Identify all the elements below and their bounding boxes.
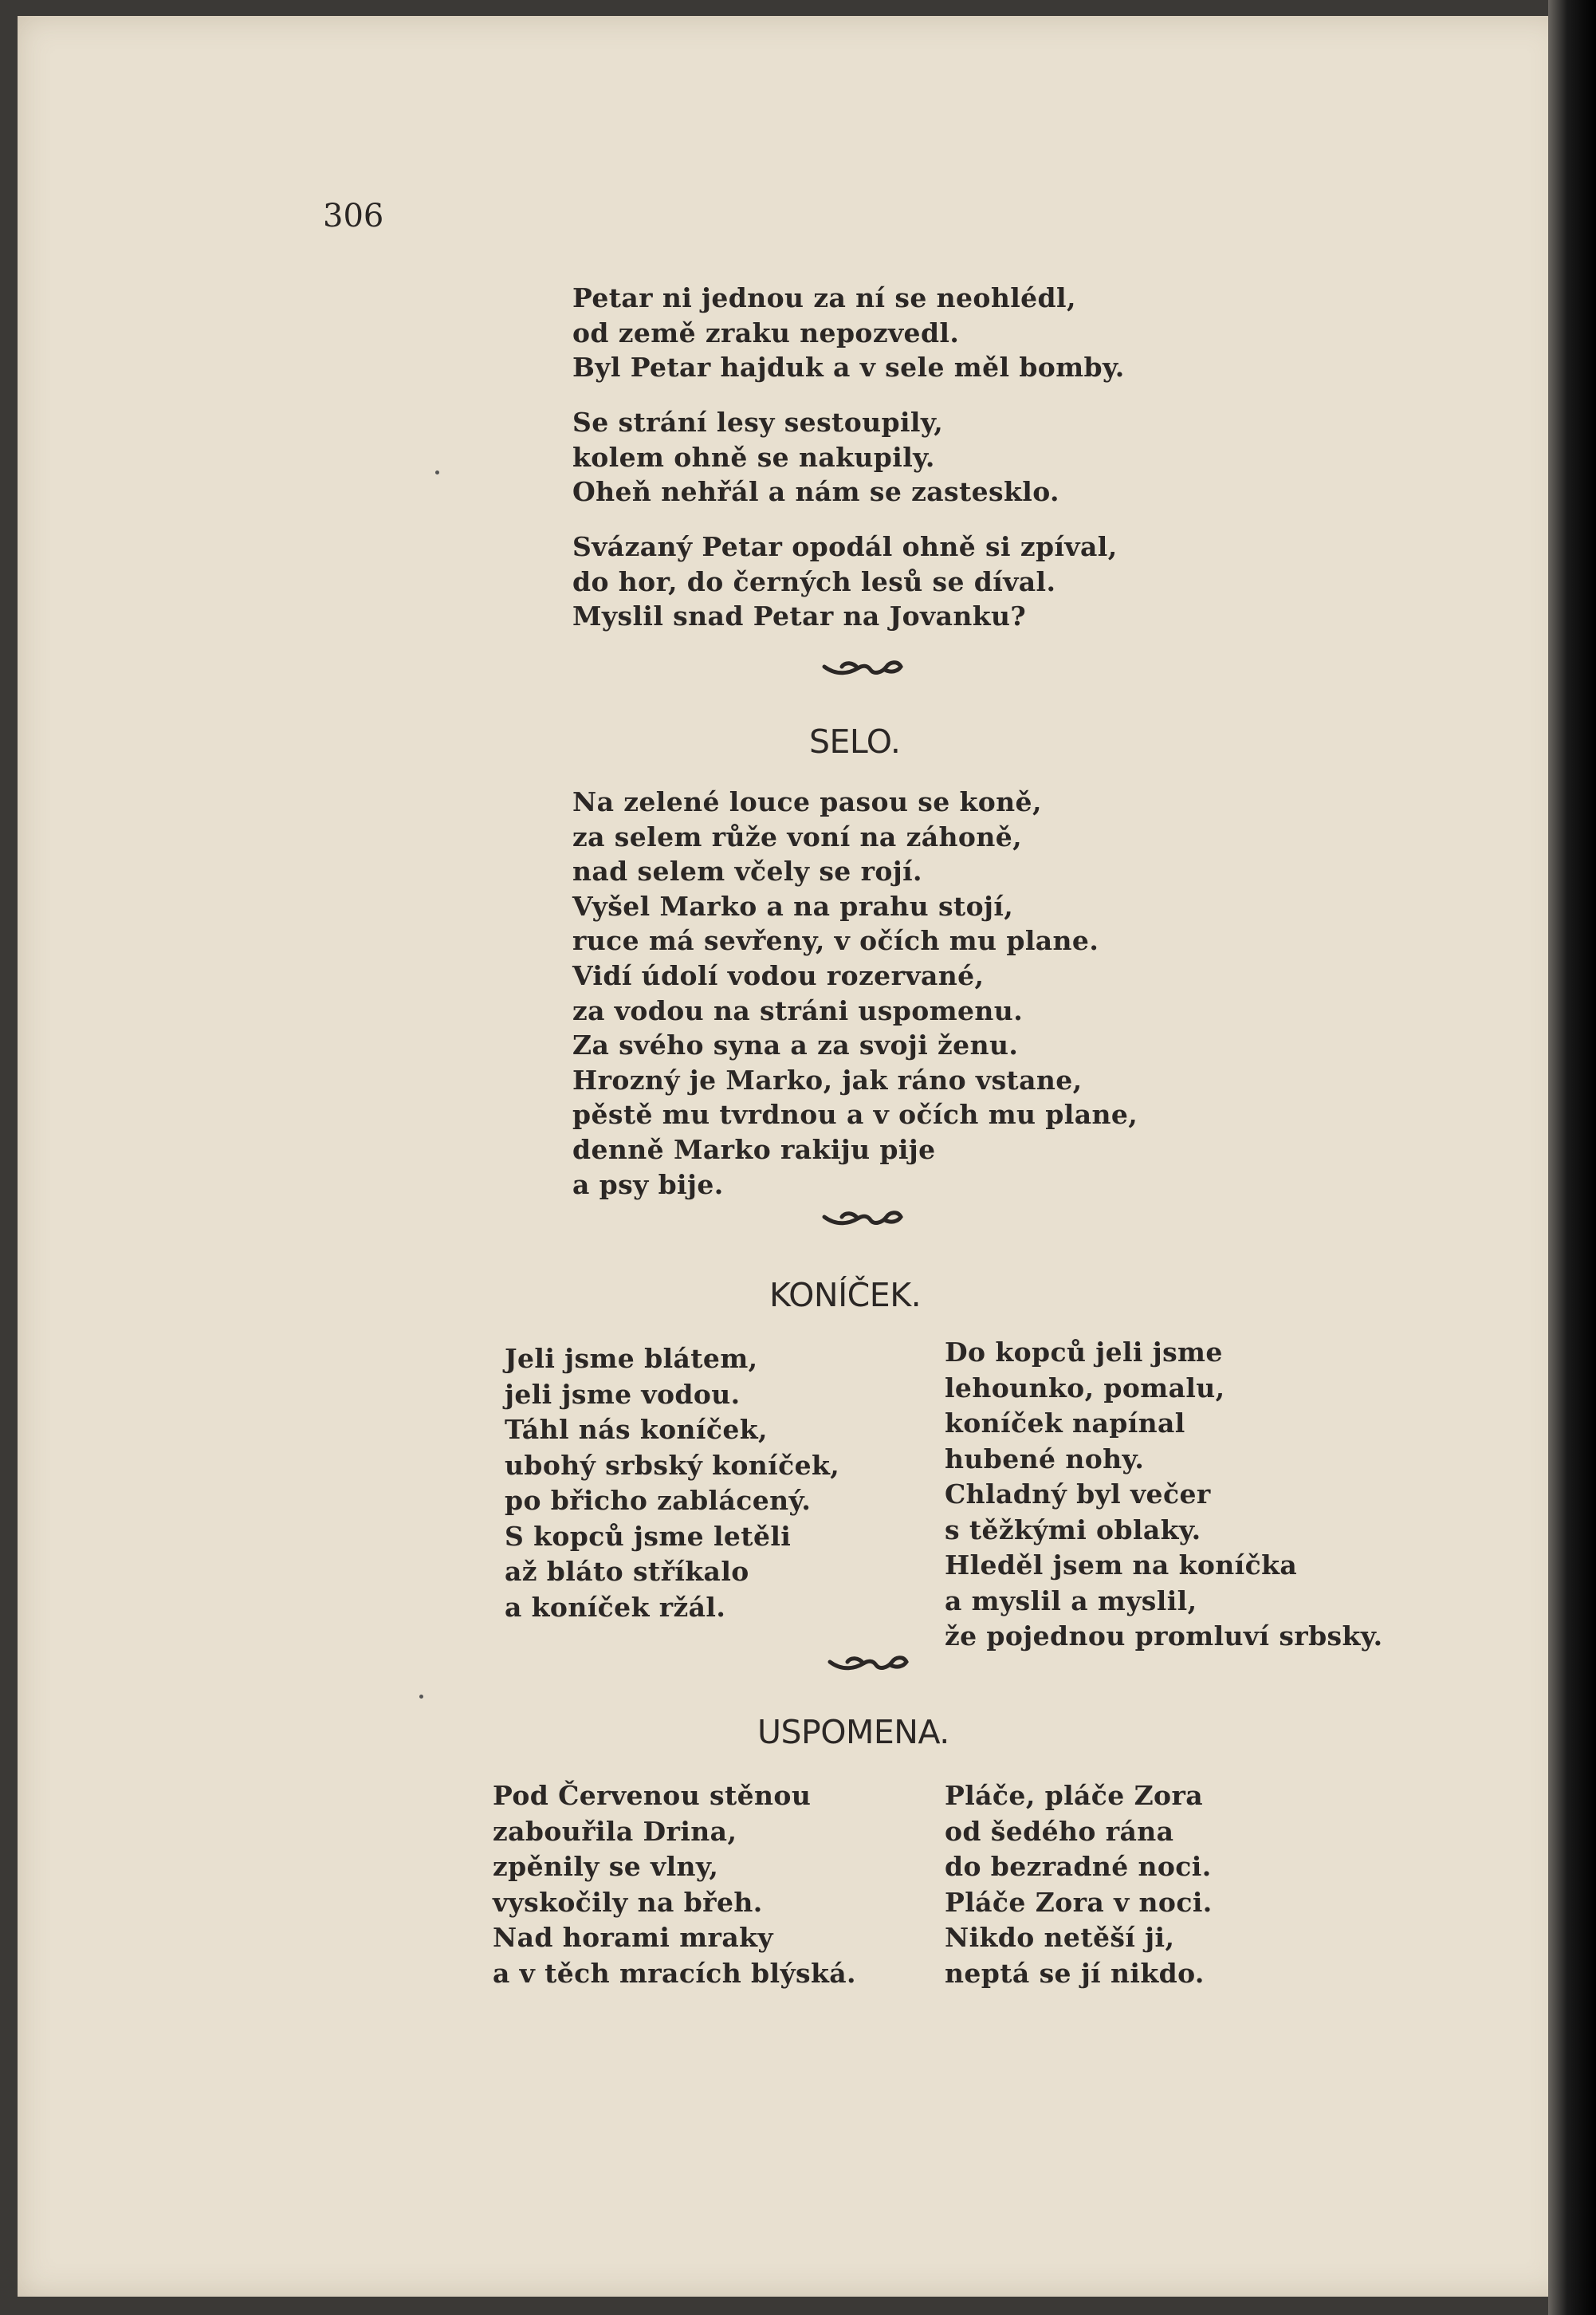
poem-line: do hor, do černých lesů se díval. bbox=[572, 565, 1056, 597]
poem-line: Táhl nás koníček, bbox=[505, 1414, 768, 1445]
ornament-divider bbox=[827, 1651, 914, 1675]
poem-line: Myslil snad Petar na Jovanku? bbox=[572, 600, 1027, 632]
poem-line: a koníček ržál. bbox=[505, 1591, 726, 1623]
poem-line: Se strání lesy sestoupily, bbox=[572, 407, 944, 438]
poem-line: vyskočily na břeh. bbox=[493, 1886, 763, 1918]
poem-line: Vidí údolí vodou rozervané, bbox=[572, 959, 985, 991]
poem-uspomena-right bbox=[945, 1778, 1213, 1991]
poem-line: za selem růže voní na záhoně, bbox=[572, 821, 1022, 852]
poem-line: Za svého syna a za svoji ženu. bbox=[572, 1030, 1019, 1061]
book-spine bbox=[1548, 0, 1596, 2315]
poem-title-selo: SELO. bbox=[809, 722, 901, 761]
poem-line: zpěnily se vlny, bbox=[493, 1851, 719, 1882]
poem-line: a psy bije. bbox=[572, 1168, 724, 1200]
poem-line: Nikdo netěší ji, bbox=[945, 1922, 1175, 1953]
poem-line: Nad horami mraky bbox=[493, 1922, 773, 1953]
poem-line: nad selem včely se rojí. bbox=[572, 856, 922, 888]
poem-line: ubohý srbský koníček, bbox=[505, 1449, 840, 1481]
poem-line: že pojednou promluví srbsky. bbox=[945, 1620, 1383, 1652]
poem-line: po břicho zablácený. bbox=[505, 1485, 812, 1516]
poem-line: kolem ohně se nakupily. bbox=[572, 441, 935, 473]
poem-line: Oheň nehřál a nám se zastesklo. bbox=[572, 476, 1059, 508]
ornament-divider bbox=[821, 656, 909, 679]
poem-line: Petar ni jednou za ní se neohlédl, bbox=[572, 282, 1076, 313]
poem-line: Vyšel Marko a na prahu stojí, bbox=[572, 890, 1014, 922]
poem-line: denně Marko rakiju pije bbox=[572, 1133, 936, 1165]
poem-line: Svázaný Petar opodál ohně si zpíval, bbox=[572, 531, 1118, 562]
poem-line: Do kopců jeli jsme bbox=[945, 1337, 1223, 1368]
poem-konicek-right bbox=[945, 1335, 1382, 1655]
poem-line: ruce má sevřeny, v očích mu plane. bbox=[572, 925, 1099, 957]
poem-selo bbox=[572, 785, 1138, 1202]
poem-title-uspomena: USPOMENA. bbox=[757, 1713, 949, 1751]
poem-uspomena-left bbox=[493, 1778, 856, 1991]
poem-line: pěstě mu tvrdnou a v očích mu plane, bbox=[572, 1099, 1138, 1131]
poem-line: lehounko, pomalu, bbox=[945, 1372, 1225, 1404]
intro-stanza-1 bbox=[572, 281, 1125, 385]
poem-line: S kopců jsme letěli bbox=[505, 1520, 792, 1552]
poem-line: Pod Červenou stěnou bbox=[493, 1780, 812, 1811]
poem-line: jeli jsme vodou. bbox=[505, 1378, 741, 1410]
poem-line: a myslil a myslil, bbox=[945, 1585, 1197, 1616]
poem-konicek-left bbox=[505, 1341, 839, 1625]
poem-line: hubené nohy. bbox=[945, 1443, 1145, 1474]
intro-stanza-3 bbox=[572, 530, 1118, 634]
poem-line: neptá se jí nikdo. bbox=[945, 1957, 1205, 1989]
poem-line: Pláče Zora v noci. bbox=[945, 1886, 1213, 1918]
poem-line: Jeli jsme blátem, bbox=[505, 1343, 758, 1374]
poem-line: Na zelené louce pasou se koně, bbox=[572, 786, 1042, 817]
paper-speck bbox=[435, 470, 439, 474]
poem-line: koníček napínal bbox=[945, 1408, 1185, 1439]
poem-line: a v těch mracích blýská. bbox=[493, 1957, 856, 1989]
poem-line: do bezradné noci. bbox=[945, 1851, 1212, 1882]
intro-stanza-2 bbox=[572, 405, 1059, 510]
page-number: 306 bbox=[323, 198, 384, 234]
poem-line: Pláče, pláče Zora bbox=[945, 1780, 1204, 1811]
poem-title-konicek: KONÍČEK. bbox=[769, 1276, 922, 1314]
poem-line: Hrozný je Marko, jak ráno vstane, bbox=[572, 1064, 1083, 1096]
ornament-divider bbox=[821, 1206, 909, 1230]
poem-line: zabouřila Drina, bbox=[493, 1815, 737, 1847]
poem-line: s těžkými oblaky. bbox=[945, 1514, 1201, 1545]
poem-line: Hleděl jsem na koníčka bbox=[945, 1549, 1298, 1581]
poem-line: od šedého rána bbox=[945, 1815, 1174, 1847]
poem-line: Byl Petar hajduk a v sele měl bomby. bbox=[572, 352, 1125, 384]
poem-line: za vodou na stráni uspomenu. bbox=[572, 994, 1024, 1026]
poem-line: Chladný byl večer bbox=[945, 1478, 1211, 1510]
poem-line: od země zraku nepozvedl. bbox=[572, 317, 960, 348]
poem-line: až bláto stříkalo bbox=[505, 1556, 749, 1587]
paper-speck bbox=[419, 1695, 423, 1699]
